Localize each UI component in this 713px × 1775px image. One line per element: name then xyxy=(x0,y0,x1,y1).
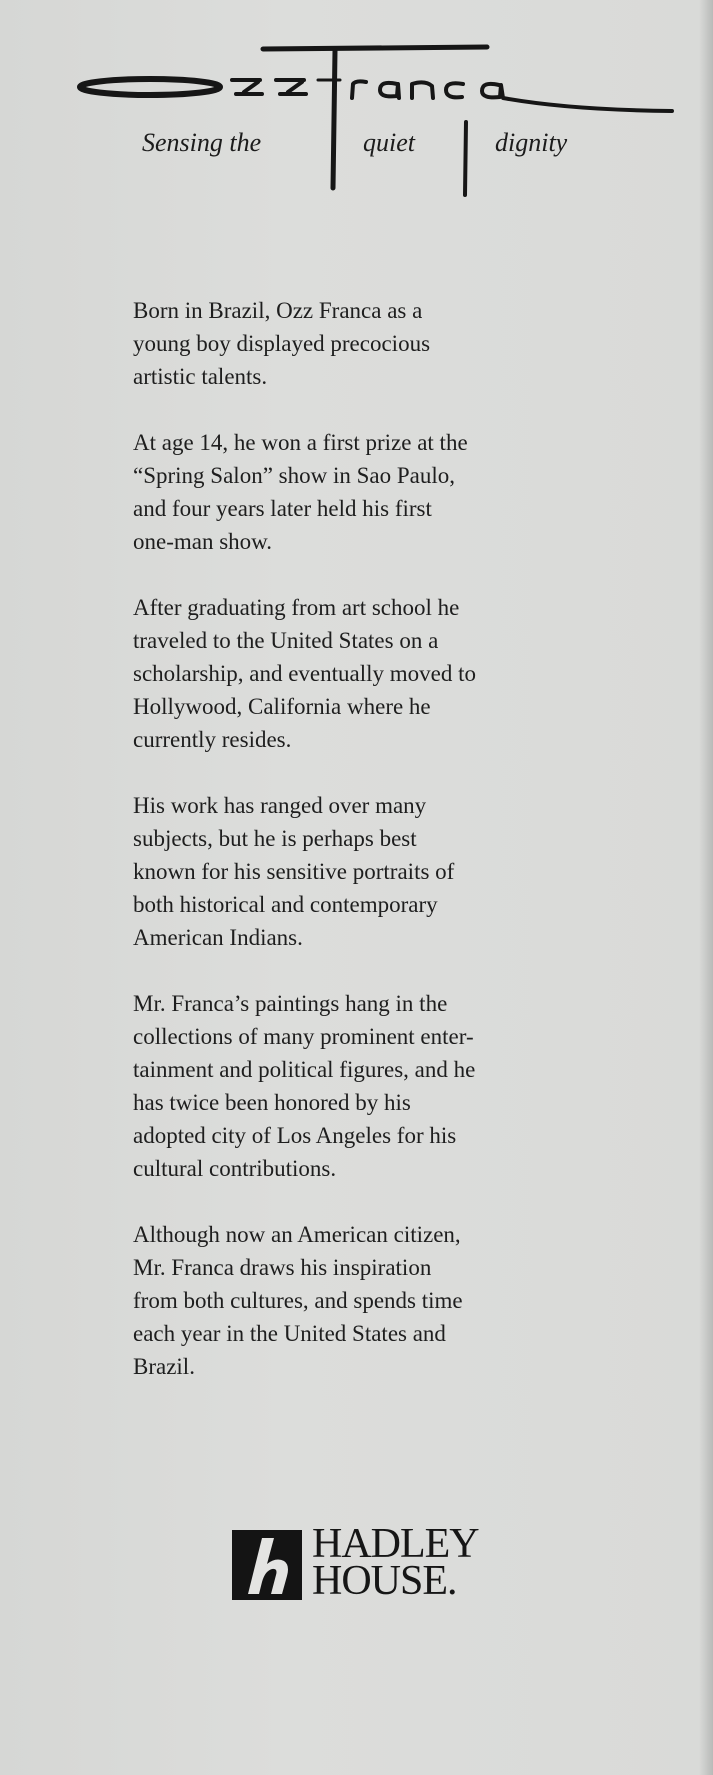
biography-text xyxy=(133,294,623,1416)
logo-line-house: HOUSE. xyxy=(312,1558,457,1604)
logo-line-hadley: HADLEY xyxy=(312,1521,479,1567)
bio-paragraph-citizenship: Although now an American citizen, Mr. Franca draws his inspiration from both cultures, and spends time each year in the United States and Brazil. xyxy=(133,1222,463,1379)
tagline-dignity: dignity xyxy=(495,128,568,157)
bio-paragraph-subjects: His work has ranged over many subjects, but he is perhaps best known for his sensitive portraits of both historical and contemporary American Indians. xyxy=(133,793,455,950)
hadley-house-wordmark xyxy=(312,1521,479,1604)
bio-paragraph-collections: Mr. Franca’s paintings hang in the collections of many prominent enter- tainment and political figures, and he has twice been honored by his adopted city of Los Angeles for his cultural contributions. xyxy=(133,991,476,1181)
tagline-quiet: quiet xyxy=(363,128,415,157)
bio-paragraph-move-to-us: After graduating from art school he traveled to the United States on a scholarship, and eventually moved to Hollywood, California where he currently resides. xyxy=(133,595,477,752)
ozz-franca-signature-logo xyxy=(0,0,713,200)
bio-paragraph-birth: Born in Brazil, Ozz Franca as a young boy displayed precocious artistic talents. xyxy=(133,298,431,389)
hadley-house-h-icon xyxy=(232,1530,302,1600)
tagline-sensing-the: Sensing the xyxy=(142,128,262,157)
bio-paragraph-early-success: At age 14, he won a first prize at the “Spring Salon” show in Sao Paulo, and four years later held his first one-man show. xyxy=(133,430,468,554)
